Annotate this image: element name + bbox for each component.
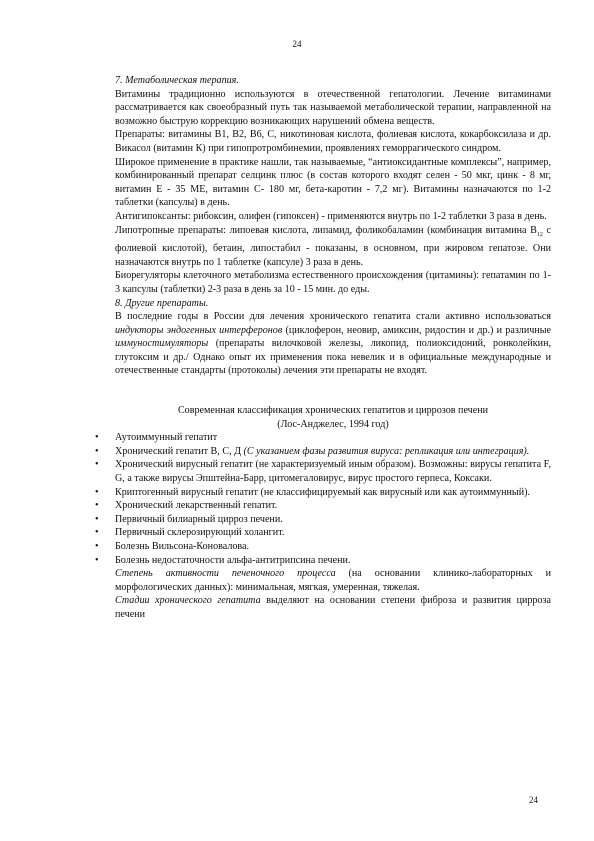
section-7-paragraph-4: Антигипоксанты: рибоксин, олифен (гипоксен) - применяются внутрь по 1-2 таблетки 3 раза в день.	[115, 210, 547, 222]
list-item: • Болезнь Вильсона-Коновалова.	[95, 541, 250, 553]
bullet-icon: •	[95, 541, 99, 553]
s8-part-b: (циклоферон, неовир, амиксин, ридостин и др.) и различные	[282, 324, 551, 336]
classification-subtitle: (Лос-Анджелес, 1994 год)	[277, 418, 389, 430]
s8-italic-immunostimulators: иммуностимуляторы	[115, 338, 209, 350]
activity-degree-paragraph: Степень активности печеночного процесса (на основании клинико-лабораторных и морфологических данных): минимальная, мягкая, умеренная, тяжелая.	[115, 568, 552, 593]
page-number-bottom: 24	[529, 795, 538, 805]
hepatitis-stages-paragraph: Стадии хронического гепатита выделяют на основании степени фиброза и развития цирроза печени	[115, 595, 551, 620]
list-item: • Первичный билиарный цирроз печени.	[95, 513, 283, 525]
hepatitis-stages-term: Стадии хронического гепатита	[115, 595, 261, 607]
classification-title: Современная классификация хронических гепатитов и циррозов печени	[177, 405, 489, 417]
vitamin-b12-subscript: 12	[536, 231, 543, 238]
s8-italic-interferon-inducers: индукторы эндогенных интерферонов	[115, 324, 283, 336]
bullet-icon: •	[95, 554, 99, 566]
classification-list	[95, 431, 551, 567]
section-8-paragraph-1	[115, 310, 551, 378]
paragraph-5-part-a: Липотропные препараты: липоевая кислота, липамид, фоликобаламин (комбинация витамина В	[115, 224, 537, 236]
list-item: • Болезнь недостаточности альфа-антитрипсина печени.	[95, 554, 351, 566]
list-item: • Хронический гепатит В, С, Д (С указанием фазы развития вируса: репликация или интеграция).	[95, 445, 530, 457]
bullet-icon: •	[95, 432, 99, 444]
spacer	[115, 378, 551, 404]
page-number-top: 24	[292, 39, 302, 49]
list-item: • Первичный склерозирующий холангит.	[95, 527, 285, 539]
section-7-heading: 7. Метаболическая терапия.	[115, 75, 239, 86]
bullet-icon: •	[95, 500, 99, 512]
list-item: • Хронический вирусный гепатит (не характеризуемый иным образом). Возможны: вирусы гепатита F, G, а также вирусы Эпштейна-Барр, цитомегаловирус, вирус простого герпеса, Коксаки.	[95, 459, 551, 485]
section-7-paragraph-3: Широкое применение в практике нашли, так называемые, “антиоксидантные комплексы”, например, комбинированный препарат селцинк плюс (в состав которого входят селен - 50 мкг, цинк - 8 мг, витамин Е - 35 МЕ, витамин С- 180 мг, бета-каротин - 7,2 мг). Витамины назначаются по 1-2 таблетки (капсулы) в день.	[115, 156, 551, 209]
section-7-paragraph-6: Биорегуляторы клеточного метаболизма естественного происхождения (цитамины): гепатамин по 1-3 капсулы (таблетки) 2-3 раза в день за 10 - 15 мин. до еды.	[115, 270, 551, 295]
activity-degree-term: Степень активности печеночного процесса	[115, 568, 336, 580]
section-7-paragraph-1: Витамины традиционно используются в отечественной гепатологии. Лечение витаминами рассматривается как своеобразный путь так называемой метаболической терапии, направленной на возможно быструю коррекцию возникающих нарушений обмена веществ.	[115, 88, 551, 127]
list-item: • Хронический лекарственный гепатит.	[95, 500, 278, 512]
bullet-icon: •	[95, 513, 99, 525]
s8-part-a: В последние годы в России для лечения хронического гепатита стали активно использоваться	[115, 311, 551, 323]
section-7-paragraph-5	[115, 224, 551, 270]
bullet-icon: •	[95, 527, 99, 539]
page-body	[95, 74, 552, 622]
phase-note: (С указанием фазы развития вируса: репликация или интеграция).	[243, 445, 530, 457]
paragraph-5-part-b: с фолиевой кислотой), бетаин, липостабил - показаны, в основном, при жировом гепатозе. Они назначаются внутрь по 1 таблетке (капсуле) 3 раза в день.	[115, 224, 551, 268]
section-8-heading: 8. Другие препараты.	[115, 297, 209, 309]
list-item: • Аутоиммунный гепатит	[95, 432, 218, 444]
list-item: • Криптогенный вирусный гепатит (не классифицируемый как вирусный или как аутоиммунный).	[95, 486, 531, 498]
bullet-icon: •	[95, 445, 99, 457]
bullet-icon: •	[95, 459, 99, 471]
s8-part-c: (препараты вилочковой железы, ликопид, полиоксидоний, ронколейкин, глутоксим и др./ Однако опыт их применения пока невелик и в официальные международные и отечественные стандарты (протоколы) лечения эти препараты не входят.	[115, 338, 551, 377]
section-7-paragraph-2: Препараты: витамины В1, В2, В6, С, никотиновая кислота, фолиевая кислота, кокарбоксилаза и др. Викасол (витамин К) при гипопротромбинемии, проявлениях геморрагического синдром.	[115, 129, 551, 154]
bullet-icon: •	[95, 486, 99, 498]
